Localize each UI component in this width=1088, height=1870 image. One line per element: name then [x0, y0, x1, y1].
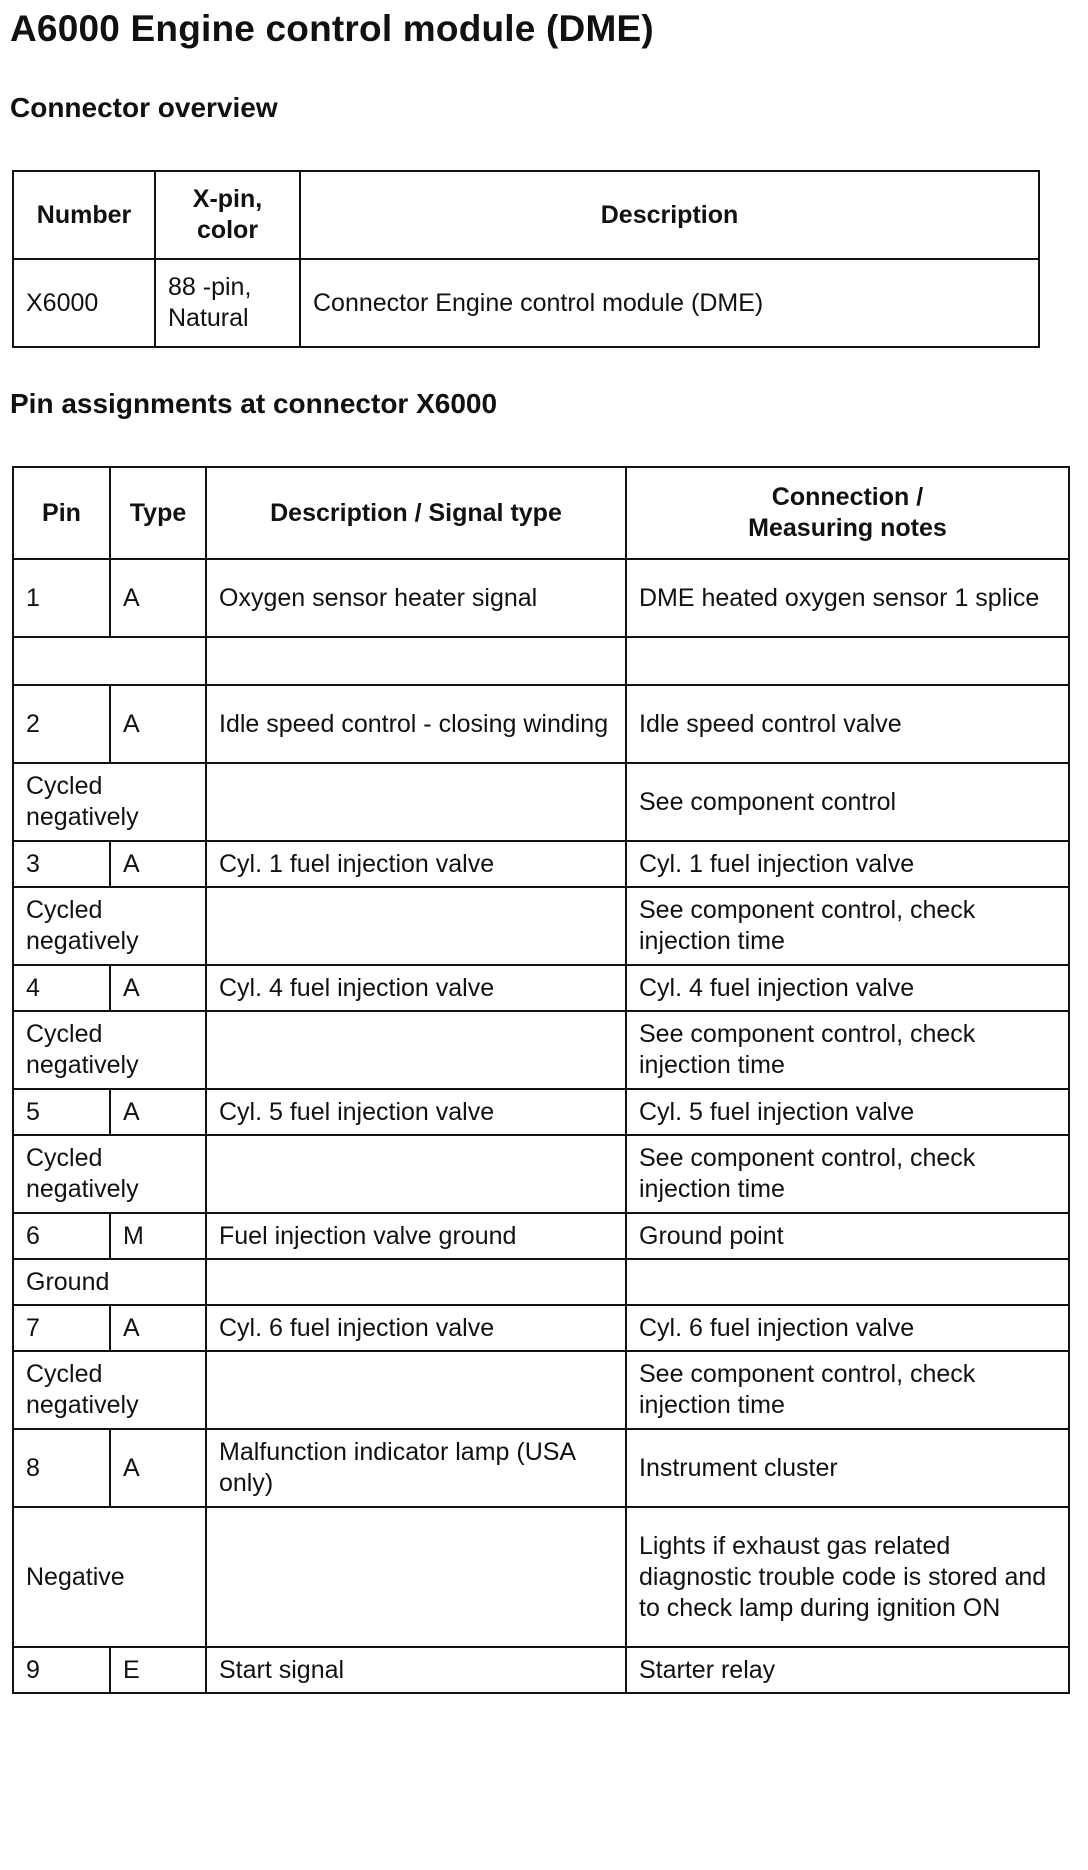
pin-number: 1: [13, 559, 110, 637]
pin-description: Fuel injection valve ground: [206, 1213, 626, 1259]
pin-signal-description: [206, 1351, 626, 1429]
overview-header-xpin: X-pin, color: [155, 171, 300, 259]
page-title: A6000 Engine control module (DME): [10, 8, 654, 49]
pin-header-connection: [626, 467, 1069, 559]
pin-row: [13, 1089, 1069, 1135]
pin-description: Cyl. 4 fuel injection valve: [206, 965, 626, 1011]
pin-number: 4: [13, 965, 110, 1011]
pin-measuring-note: [626, 637, 1069, 685]
pin-type: A: [110, 559, 206, 637]
pin-connection: Cyl. 5 fuel injection valve: [626, 1089, 1069, 1135]
pin-signal-description: [206, 1011, 626, 1089]
overview-header-description: Description: [300, 171, 1039, 259]
pin-signal-type: [13, 637, 206, 685]
pin-type: A: [110, 841, 206, 887]
pin-description: Cyl. 1 fuel injection valve: [206, 841, 626, 887]
pin-signal-type: Cycled negatively: [13, 1011, 206, 1089]
pin-header-pin: Pin: [13, 467, 110, 559]
overview-description: Connector Engine control module (DME): [300, 259, 1039, 347]
pin-signal-type: Cycled negatively: [13, 887, 206, 965]
pin-header-description: Description / Signal type: [206, 467, 626, 559]
pin-signal-description: [206, 637, 626, 685]
pin-signal-row: [13, 1507, 1069, 1647]
pin-row: [13, 841, 1069, 887]
pin-measuring-note: Lights if exhaust gas related diagnostic trouble code is stored and to check lamp during ignition ON: [626, 1507, 1069, 1647]
pin-number: 7: [13, 1305, 110, 1351]
pin-number: 8: [13, 1429, 110, 1507]
pin-description: Cyl. 5 fuel injection valve: [206, 1089, 626, 1135]
pin-measuring-note: See component control, check injection time: [626, 1351, 1069, 1429]
connector-overview-table: [12, 170, 1040, 348]
pin-row: [13, 1213, 1069, 1259]
pin-description: Oxygen sensor heater signal: [206, 559, 626, 637]
pin-connection: DME heated oxygen sensor 1 splice: [626, 559, 1069, 637]
overview-number: X6000: [13, 259, 155, 347]
pin-signal-row: [13, 887, 1069, 965]
pin-signal-type: Cycled negatively: [13, 1135, 206, 1213]
pin-number: 2: [13, 685, 110, 763]
pin-connection: Cyl. 1 fuel injection valve: [626, 841, 1069, 887]
pin-measuring-note: See component control: [626, 763, 1069, 841]
pin-row: [13, 965, 1069, 1011]
pin-row: [13, 1647, 1069, 1693]
overview-xpin: 88 -pin, Natural: [155, 259, 300, 347]
pin-type: M: [110, 1213, 206, 1259]
pin-row: [13, 685, 1069, 763]
overview-header-row: [13, 171, 1039, 259]
pin-signal-row: [13, 1351, 1069, 1429]
pin-signal-type: Cycled negatively: [13, 763, 206, 841]
pin-type: A: [110, 1305, 206, 1351]
overview-header-number: Number: [13, 171, 155, 259]
pin-description: Start signal: [206, 1647, 626, 1693]
pin-measuring-note: See component control, check injection time: [626, 1011, 1069, 1089]
pin-type: A: [110, 1429, 206, 1507]
pin-number: 9: [13, 1647, 110, 1693]
pin-connection: Instrument cluster: [626, 1429, 1069, 1507]
pin-row: [13, 1429, 1069, 1507]
pin-connection: Idle speed control valve: [626, 685, 1069, 763]
overview-row: [13, 259, 1039, 347]
pin-description: Cyl. 6 fuel injection valve: [206, 1305, 626, 1351]
pin-type: A: [110, 1089, 206, 1135]
pin-signal-type: Ground: [13, 1259, 206, 1305]
pin-signal-row: [13, 1259, 1069, 1305]
pin-type: A: [110, 965, 206, 1011]
pin-signal-type: Cycled negatively: [13, 1351, 206, 1429]
pin-connection: Cyl. 4 fuel injection valve: [626, 965, 1069, 1011]
pin-header-connection-line2: Measuring notes: [748, 514, 947, 542]
pin-measuring-note: See component control, check injection time: [626, 1135, 1069, 1213]
pin-connection: Cyl. 6 fuel injection valve: [626, 1305, 1069, 1351]
pin-measuring-note: [626, 1259, 1069, 1305]
pin-type: A: [110, 685, 206, 763]
pin-connection: Starter relay: [626, 1647, 1069, 1693]
pin-row: [13, 559, 1069, 637]
pin-signal-row: [13, 763, 1069, 841]
pin-number: 3: [13, 841, 110, 887]
pin-signal-type: Negative: [13, 1507, 206, 1647]
pin-signal-description: [206, 763, 626, 841]
pin-signal-description: [206, 887, 626, 965]
pin-header-connection-line1: Connection /: [771, 483, 924, 511]
pin-number: 5: [13, 1089, 110, 1135]
pin-type: E: [110, 1647, 206, 1693]
pin-header-type: Type: [110, 467, 206, 559]
pin-signal-description: [206, 1135, 626, 1213]
pin-description: Malfunction indicator lamp (USA only): [206, 1429, 626, 1507]
pin-assignments-table: [12, 466, 1070, 1694]
pin-signal-row: [13, 637, 1069, 685]
pin-description: Idle speed control - closing winding: [206, 685, 626, 763]
pin-signal-description: [206, 1507, 626, 1647]
pin-signal-row: [13, 1011, 1069, 1089]
pin-signal-description: [206, 1259, 626, 1305]
pin-header-row: [13, 467, 1069, 559]
connector-overview-heading: Connector overview: [10, 92, 278, 123]
pin-signal-row: [13, 1135, 1069, 1213]
pin-number: 6: [13, 1213, 110, 1259]
pin-assignments-heading: Pin assignments at connector X6000: [10, 388, 498, 419]
pin-measuring-note: See component control, check injection time: [626, 887, 1069, 965]
pin-connection: Ground point: [626, 1213, 1069, 1259]
pin-row: [13, 1305, 1069, 1351]
